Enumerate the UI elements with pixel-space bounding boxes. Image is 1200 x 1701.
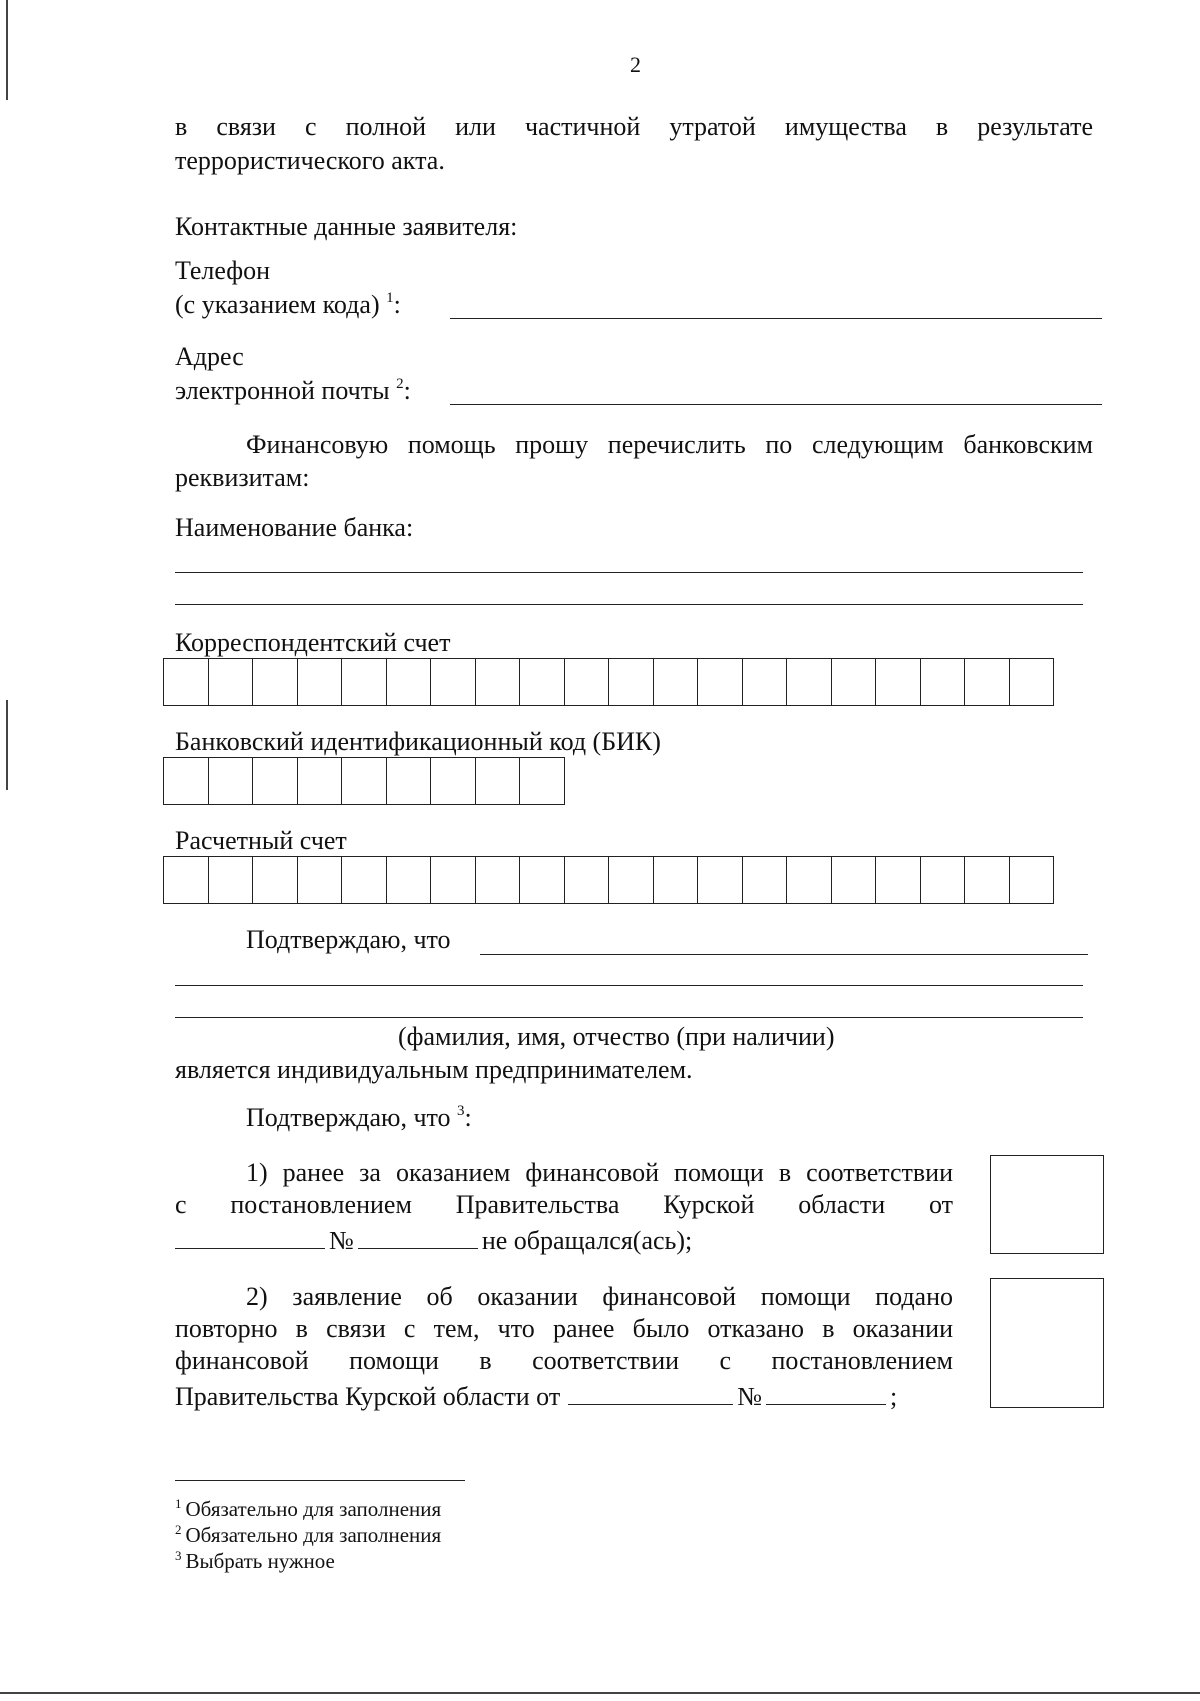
page-number: 2 xyxy=(630,52,641,77)
option-2-text: Правительства Курской области от xyxy=(175,1382,561,1411)
bik-cell[interactable] xyxy=(520,758,565,804)
bik-cell[interactable] xyxy=(387,758,432,804)
confirm-ip-prefix: Подтверждаю, что xyxy=(246,925,451,954)
phone-field[interactable] xyxy=(450,318,1102,319)
option-1-number-field[interactable] xyxy=(358,1222,478,1249)
settlement-account-cell[interactable] xyxy=(253,857,298,903)
intro-line-2: террористического акта. xyxy=(175,146,445,175)
corr-account-cell[interactable] xyxy=(654,659,699,705)
email-label-line-2 xyxy=(175,376,411,410)
corr-account-cell[interactable] xyxy=(698,659,743,705)
scan-edge-mark xyxy=(6,700,8,790)
confirm-ip-suffix: является индивидуальным предпринимателем. xyxy=(175,1055,693,1084)
corr-account-cell[interactable] xyxy=(921,659,966,705)
confirm-choice-prefix: Подтверждаю, что xyxy=(246,1103,451,1132)
settlement-account-boxes xyxy=(163,856,1054,904)
settlement-account-cell[interactable] xyxy=(832,857,877,903)
footnote-2 xyxy=(175,1522,441,1551)
option-1-date-field[interactable] xyxy=(175,1222,325,1249)
footnote-2-ref: 2 xyxy=(175,1522,182,1537)
settlement-account-cell[interactable] xyxy=(743,857,788,903)
email-footnote-ref: 2 xyxy=(396,376,404,392)
corr-account-cell[interactable] xyxy=(965,659,1010,705)
phone-label-line-1: Телефон xyxy=(175,256,271,285)
bik-cell[interactable] xyxy=(253,758,298,804)
option-2-line-4 xyxy=(175,1378,897,1412)
bank-name-field-line-1[interactable] xyxy=(175,572,1083,573)
bik-cell[interactable] xyxy=(209,758,254,804)
corr-account-cell[interactable] xyxy=(520,659,565,705)
option-2-number-field[interactable] xyxy=(766,1378,886,1405)
phone-label: (с указанием кода) xyxy=(175,290,380,319)
settlement-account-cell[interactable] xyxy=(431,857,476,903)
bik-label: Банковский идентификационный код (БИК) xyxy=(175,727,661,756)
corr-account-cell[interactable] xyxy=(342,659,387,705)
settlement-account-cell[interactable] xyxy=(520,857,565,903)
option-2-number-sign: № xyxy=(737,1382,763,1411)
bik-cell[interactable] xyxy=(431,758,476,804)
footnote-3-ref: 3 xyxy=(175,1548,182,1563)
footnote-1 xyxy=(175,1496,441,1525)
bik-cell[interactable] xyxy=(476,758,521,804)
confirm-ip-name-field-line-3[interactable] xyxy=(175,1017,1083,1018)
settlement-account-cell[interactable] xyxy=(387,857,432,903)
bank-intro-line-2: реквизитам: xyxy=(175,463,310,492)
corr-account-cell[interactable] xyxy=(209,659,254,705)
corr-account-cell[interactable] xyxy=(253,659,298,705)
email-colon: : xyxy=(403,376,411,405)
option-1-line-3 xyxy=(175,1222,692,1256)
settlement-account-cell[interactable] xyxy=(565,857,610,903)
scan-bottom-edge xyxy=(0,1692,1200,1694)
settlement-account-cell[interactable] xyxy=(164,857,209,903)
corr-account-cell[interactable] xyxy=(787,659,832,705)
bank-name-field-line-2[interactable] xyxy=(175,604,1083,605)
settlement-account-label: Расчетный счет xyxy=(175,826,347,855)
email-label: электронной почты xyxy=(175,376,390,405)
settlement-account-cell[interactable] xyxy=(298,857,343,903)
bank-name-label: Наименование банка: xyxy=(175,513,414,542)
option-1-line-1: 1) ранее за оказанием финансовой помощи в соответствии xyxy=(246,1158,953,1187)
footnote-separator xyxy=(175,1480,465,1481)
corr-account-label: Корреспондентский счет xyxy=(175,628,451,657)
settlement-account-cell[interactable] xyxy=(209,857,254,903)
settlement-account-cell[interactable] xyxy=(876,857,921,903)
footnote-2-text: Обязательно для заполнения xyxy=(185,1523,442,1547)
confirm-ip-name-field-line-2[interactable] xyxy=(175,985,1083,986)
option-1-tail: не обращался(ась); xyxy=(481,1226,693,1255)
corr-account-cell[interactable] xyxy=(476,659,521,705)
footnote-3 xyxy=(175,1548,335,1577)
bik-cell[interactable] xyxy=(342,758,387,804)
footnote-1-ref: 1 xyxy=(175,1496,182,1511)
settlement-account-cell[interactable] xyxy=(921,857,966,903)
email-label-line-1: Адрес xyxy=(175,342,244,371)
settlement-account-cell[interactable] xyxy=(654,857,699,903)
email-field[interactable] xyxy=(450,404,1102,405)
option-1-line-2: с постановлением Правительства Курской области от xyxy=(175,1190,953,1219)
confirm-choice-colon: : xyxy=(464,1103,472,1132)
intro-line-1: в связи с полной или частичной утратой имущества в результате xyxy=(175,112,1093,141)
bank-intro-line-1: Финансовую помощь прошу перечислить по следующим банковским xyxy=(246,430,1093,459)
corr-account-cell[interactable] xyxy=(743,659,788,705)
confirm-ip-caption: (фамилия, имя, отчество (при наличии) xyxy=(398,1022,835,1051)
settlement-account-cell[interactable] xyxy=(787,857,832,903)
option-2-line-1: 2) заявление об оказании финансовой помощи подано xyxy=(246,1282,953,1311)
scan-edge-mark xyxy=(6,0,8,100)
settlement-account-cell[interactable] xyxy=(965,857,1010,903)
bik-cell[interactable] xyxy=(164,758,209,804)
option-2-line-2: повторно в связи с тем, что ранее было отказано в оказании xyxy=(175,1314,953,1343)
bik-boxes xyxy=(163,757,565,805)
contacts-heading: Контактные данные заявителя: xyxy=(175,212,518,241)
bik-cell[interactable] xyxy=(298,758,343,804)
settlement-account-cell[interactable] xyxy=(476,857,521,903)
corr-account-cell[interactable] xyxy=(1010,659,1055,705)
settlement-account-cell[interactable] xyxy=(342,857,387,903)
settlement-account-cell[interactable] xyxy=(609,857,654,903)
option-2-date-field[interactable] xyxy=(568,1378,733,1405)
corr-account-cell[interactable] xyxy=(609,659,654,705)
settlement-account-cell[interactable] xyxy=(1010,857,1055,903)
corr-account-cell[interactable] xyxy=(164,659,209,705)
confirm-choice-heading xyxy=(246,1103,472,1137)
corr-account-cell[interactable] xyxy=(298,659,343,705)
option-1-number-sign: № xyxy=(329,1226,354,1255)
phone-label-line-2 xyxy=(175,290,401,324)
footnote-3-text: Выбрать нужное xyxy=(185,1549,335,1573)
confirm-ip-name-field[interactable] xyxy=(480,954,1088,955)
corr-account-cell[interactable] xyxy=(876,659,921,705)
corr-account-cell[interactable] xyxy=(565,659,610,705)
phone-footnote-ref: 1 xyxy=(386,290,394,306)
corr-account-cell[interactable] xyxy=(832,659,877,705)
option-2-end: ; xyxy=(890,1382,898,1411)
footnote-1-text: Обязательно для заполнения xyxy=(185,1497,442,1521)
option-2-checkbox[interactable] xyxy=(990,1278,1104,1408)
corr-account-cell[interactable] xyxy=(387,659,432,705)
option-2-line-3: финансовой помощи в соответствии с постановлением xyxy=(175,1346,953,1375)
confirm-choice-footnote-ref: 3 xyxy=(457,1103,465,1119)
phone-colon: : xyxy=(393,290,401,319)
option-1-checkbox[interactable] xyxy=(990,1155,1104,1254)
settlement-account-cell[interactable] xyxy=(698,857,743,903)
corr-account-boxes xyxy=(163,658,1054,706)
corr-account-cell[interactable] xyxy=(431,659,476,705)
